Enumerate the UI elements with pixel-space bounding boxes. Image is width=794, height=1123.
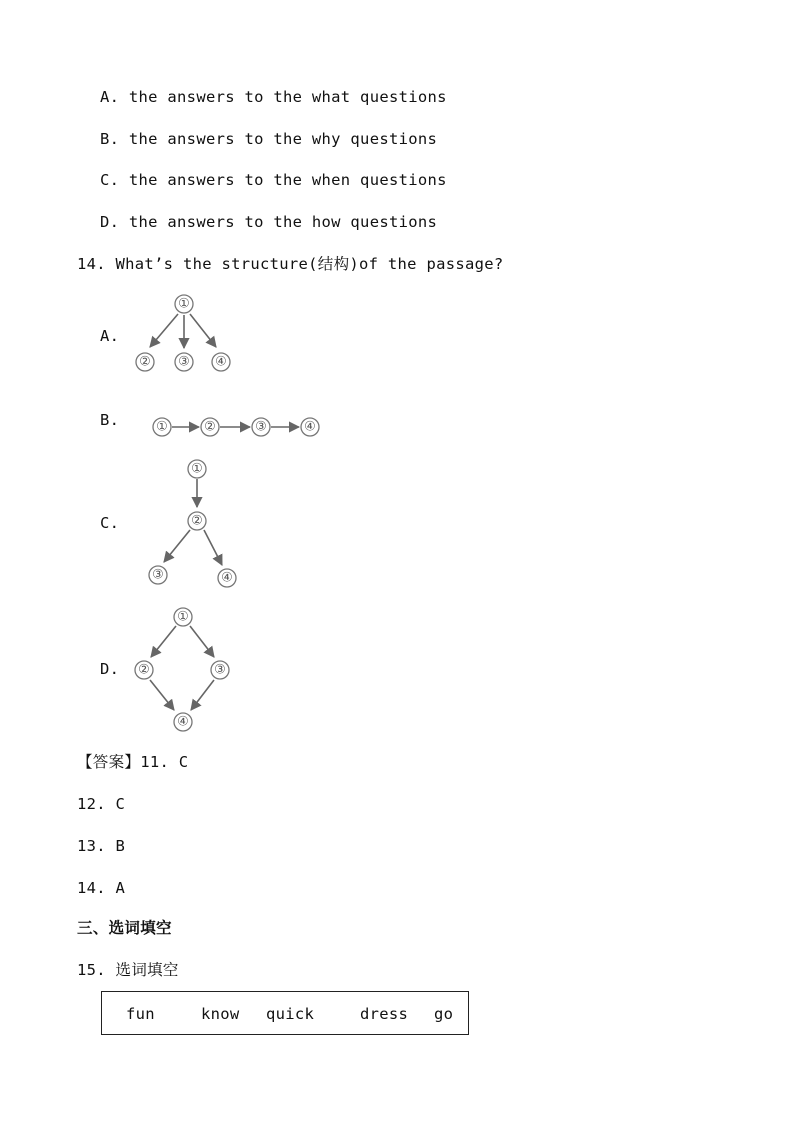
diagram-c-group [149, 460, 236, 587]
node-1-label: ① [178, 296, 190, 312]
node-3-label: ③ [178, 354, 190, 370]
arrow [191, 680, 214, 710]
word-know: know [201, 1005, 240, 1023]
arrow [204, 530, 222, 565]
answer-14: 14. A [77, 879, 126, 897]
diagram-b-group [153, 418, 319, 436]
arrow [190, 626, 214, 657]
answer-13: 13. B [77, 837, 126, 855]
q14-option-c-label: C. [100, 514, 120, 532]
option-c: C. the answers to the when questions [100, 171, 447, 189]
arrow [190, 314, 216, 347]
node-4-label: ④ [215, 354, 227, 370]
arrow [150, 314, 178, 347]
option-d: D. the answers to the how questions [100, 213, 438, 231]
node-3-label: ③ [214, 662, 226, 678]
node-4-label: ④ [221, 570, 233, 586]
section-title: 三、选词填空 [77, 919, 172, 937]
node-3-label: ③ [255, 419, 267, 435]
answer-line-1: 【答案】11. C [77, 753, 189, 771]
word-dress: dress [360, 1005, 409, 1023]
option-a: A. the answers to the what questions [100, 88, 447, 106]
node-3-label: ③ [152, 567, 164, 583]
node-1-label: ① [191, 461, 203, 477]
word-go: go [434, 1005, 454, 1023]
word-bank [101, 991, 469, 1035]
diagram-d-group [135, 608, 229, 731]
question-14: 14. What’s the structure(结构)of the passage? [77, 255, 504, 273]
node-2-label: ② [138, 662, 150, 678]
question-15: 15. 选词填空 [77, 961, 179, 979]
word-quick: quick [266, 1005, 315, 1023]
node-2-label: ② [139, 354, 151, 370]
q14-option-b-label: B. [100, 411, 120, 429]
q14-option-d-label: D. [100, 660, 120, 678]
arrow [150, 680, 174, 710]
arrow [151, 626, 176, 657]
arrow [164, 530, 190, 562]
option-b: B. the answers to the why questions [100, 130, 438, 148]
node-4-label: ④ [304, 419, 316, 435]
word-fun: fun [126, 1005, 155, 1023]
node-2-label: ② [204, 419, 216, 435]
q14-option-a-label: A. [100, 327, 120, 345]
answer-12: 12. C [77, 795, 126, 813]
diagram-a-group [136, 295, 230, 371]
node-1-label: ① [177, 609, 189, 625]
node-4-label: ④ [177, 714, 189, 730]
node-2-label: ② [191, 513, 203, 529]
node-1-label: ① [156, 419, 168, 435]
